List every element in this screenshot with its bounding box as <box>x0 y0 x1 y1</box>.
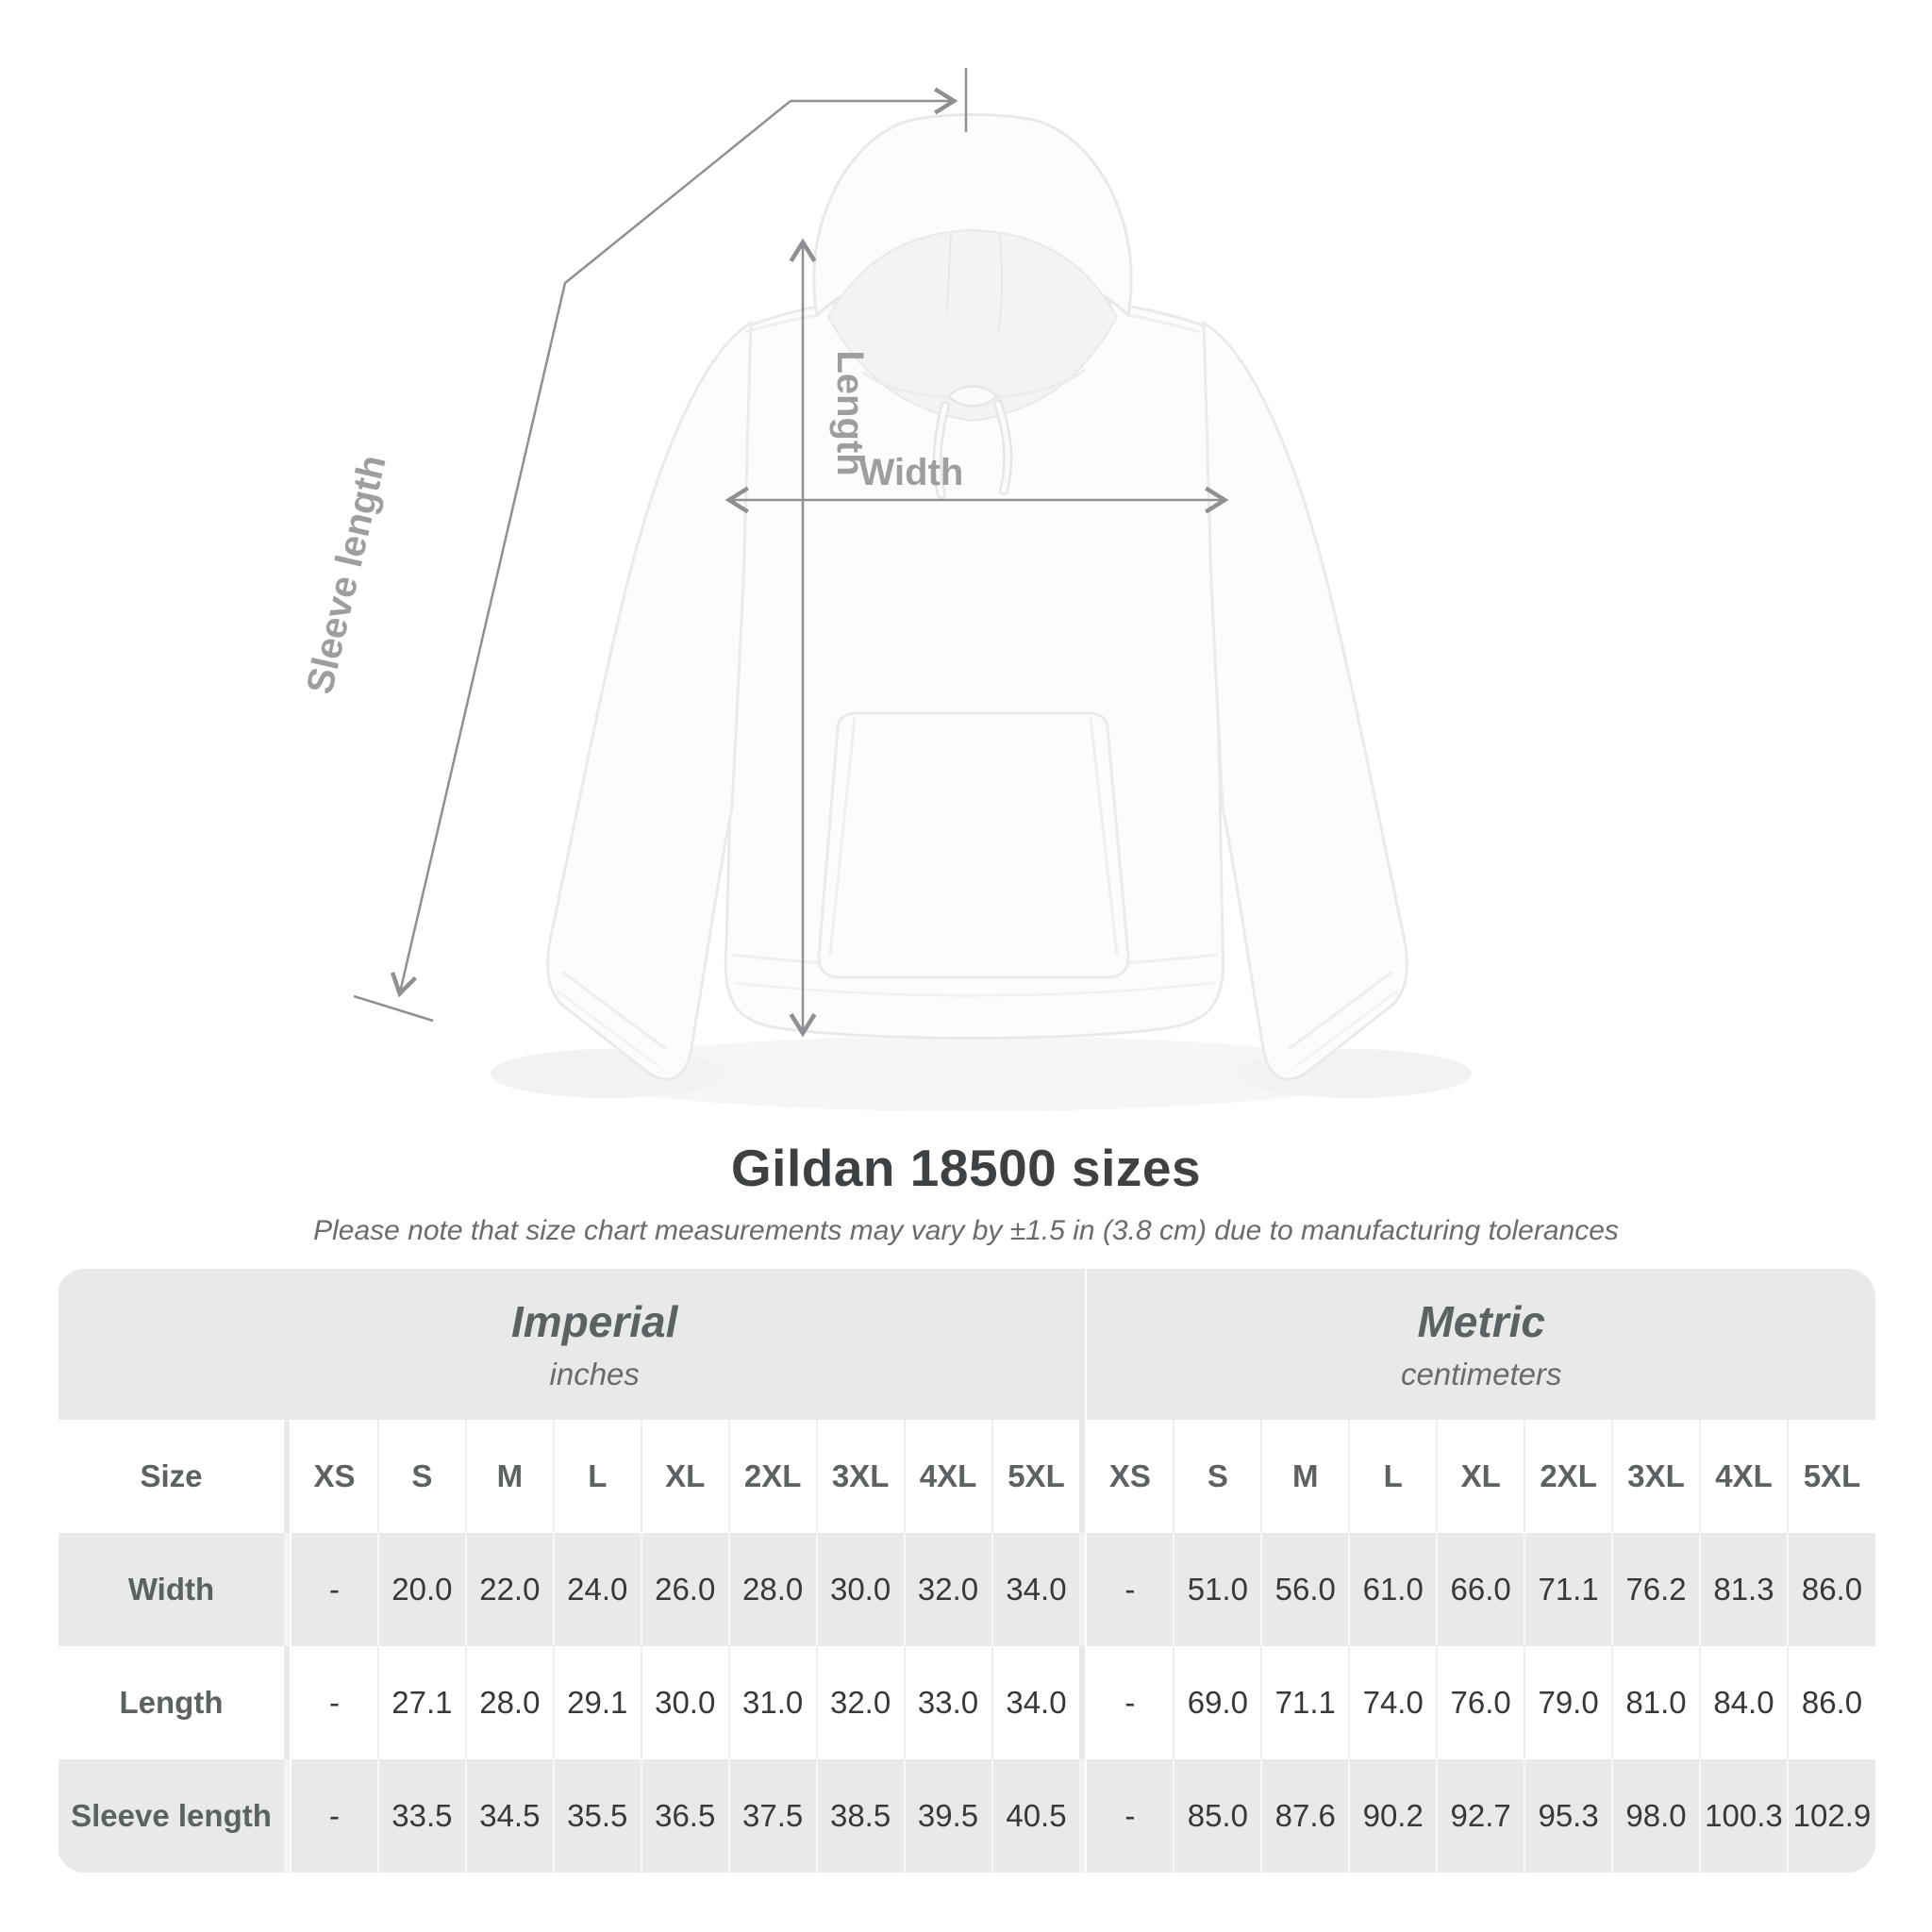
sleeve-length-label: Sleeve length <box>298 451 394 698</box>
value-cell: - <box>291 1533 378 1646</box>
metric-group-title: Metric <box>1417 1296 1545 1346</box>
value-cell: 71.1 <box>1261 1646 1349 1759</box>
value-cell: 34.0 <box>992 1646 1080 1759</box>
value-cell: 33.5 <box>378 1759 466 1873</box>
col-header: M <box>1261 1420 1349 1533</box>
value-cell: 51.0 <box>1174 1533 1261 1646</box>
value-cell: 40.5 <box>992 1759 1080 1873</box>
value-cell: - <box>291 1646 378 1759</box>
length-row <box>58 1646 1875 1759</box>
imperial-group-unit: inches <box>549 1356 640 1391</box>
col-header: 3XL <box>1612 1420 1700 1533</box>
group-divider <box>1079 1533 1086 1646</box>
value-cell: 81.0 <box>1612 1646 1700 1759</box>
group-divider <box>1079 1646 1086 1759</box>
value-cell: 56.0 <box>1261 1533 1349 1646</box>
value-cell: 22.0 <box>466 1533 554 1646</box>
value-cell: 92.7 <box>1437 1759 1524 1873</box>
value-cell: 29.1 <box>554 1646 641 1759</box>
unit-group-header-row <box>58 1269 1875 1420</box>
col-header: 5XL <box>1788 1420 1875 1533</box>
value-cell: 33.0 <box>905 1646 992 1759</box>
value-cell: 35.5 <box>554 1759 641 1873</box>
value-cell: 37.5 <box>729 1759 817 1873</box>
group-divider <box>1079 1269 1086 1420</box>
sleeve-end-tick <box>354 996 433 1021</box>
value-cell: 90.2 <box>1349 1759 1437 1873</box>
col-header: L <box>1349 1420 1437 1533</box>
sleeve-length-row <box>58 1759 1875 1873</box>
value-cell: 79.0 <box>1524 1646 1612 1759</box>
col-header: S <box>378 1420 466 1533</box>
value-cell: 100.3 <box>1700 1759 1788 1873</box>
group-divider <box>284 1533 291 1646</box>
col-header: XL <box>1437 1420 1524 1533</box>
value-cell: 95.3 <box>1524 1759 1612 1873</box>
value-cell: 30.0 <box>641 1646 729 1759</box>
col-header: M <box>466 1420 554 1533</box>
value-cell: 66.0 <box>1437 1533 1524 1646</box>
col-header: 4XL <box>1700 1420 1788 1533</box>
col-header: 5XL <box>992 1420 1080 1533</box>
heading-block <box>0 1138 1932 1247</box>
length-label: Length <box>829 350 871 476</box>
value-cell: 30.0 <box>817 1533 905 1646</box>
col-header: 4XL <box>905 1420 992 1533</box>
value-cell: 102.9 <box>1788 1759 1875 1873</box>
value-cell: 74.0 <box>1349 1646 1437 1759</box>
row-label: Width <box>58 1533 284 1646</box>
tolerance-note: Please note that size chart measurements may vary by ±1.5 in (3.8 cm) due to manufacturing tolerances <box>313 1215 1619 1246</box>
value-cell: 98.0 <box>1612 1759 1700 1873</box>
value-cell: 69.0 <box>1174 1646 1261 1759</box>
value-cell: 85.0 <box>1174 1759 1261 1873</box>
value-cell: - <box>1086 1646 1174 1759</box>
col-header: S <box>1174 1420 1261 1533</box>
value-cell: 34.5 <box>466 1759 554 1873</box>
value-cell: 76.2 <box>1612 1533 1700 1646</box>
value-cell: 32.0 <box>905 1533 992 1646</box>
size-table <box>57 1269 1875 1873</box>
value-cell: 71.1 <box>1524 1533 1612 1646</box>
value-cell: 86.0 <box>1788 1533 1875 1646</box>
metric-group-unit: centimeters <box>1400 1356 1562 1391</box>
value-cell: 24.0 <box>554 1533 641 1646</box>
col-header: XS <box>291 1420 378 1533</box>
value-cell: 28.0 <box>466 1646 554 1759</box>
value-cell: 36.5 <box>641 1759 729 1873</box>
value-cell: 86.0 <box>1788 1646 1875 1759</box>
value-cell: 31.0 <box>729 1646 817 1759</box>
value-cell: - <box>1086 1759 1174 1873</box>
row-label: Length <box>58 1646 284 1759</box>
value-cell: - <box>1086 1533 1174 1646</box>
value-cell: 34.0 <box>992 1533 1080 1646</box>
col-header: 3XL <box>817 1420 905 1533</box>
row-label: Sleeve length <box>58 1759 284 1873</box>
width-label: Width <box>858 452 964 493</box>
col-header: L <box>554 1420 641 1533</box>
col-header: 2XL <box>729 1420 817 1533</box>
value-cell: 61.0 <box>1349 1533 1437 1646</box>
value-cell: 39.5 <box>905 1759 992 1873</box>
group-divider <box>284 1646 291 1759</box>
size-table-container <box>57 1269 1875 1873</box>
size-column-label: Size <box>58 1420 284 1533</box>
value-cell: 28.0 <box>729 1533 817 1646</box>
value-cell: 76.0 <box>1437 1646 1524 1759</box>
value-cell: 20.0 <box>378 1533 466 1646</box>
imperial-group-title: Imperial <box>511 1296 678 1346</box>
value-cell: 87.6 <box>1261 1759 1349 1873</box>
size-header-row <box>58 1420 1875 1533</box>
value-cell: 32.0 <box>817 1646 905 1759</box>
value-cell: - <box>291 1759 378 1873</box>
hoodie-illustration <box>548 115 1407 1080</box>
col-header: XL <box>641 1420 729 1533</box>
value-cell: 26.0 <box>641 1533 729 1646</box>
value-cell: 27.1 <box>378 1646 466 1759</box>
group-divider <box>1079 1420 1086 1533</box>
value-cell: 81.3 <box>1700 1533 1788 1646</box>
group-divider <box>1079 1759 1086 1873</box>
value-cell: 84.0 <box>1700 1646 1788 1759</box>
value-cell: 38.5 <box>817 1759 905 1873</box>
page-title: Gildan 18500 sizes <box>730 1139 1202 1197</box>
metric-group-header <box>1086 1269 1875 1420</box>
col-header: XS <box>1086 1420 1174 1533</box>
imperial-group-header <box>58 1269 1079 1420</box>
group-divider <box>284 1420 291 1533</box>
width-row <box>58 1533 1875 1646</box>
col-header: 2XL <box>1524 1420 1612 1533</box>
group-divider <box>284 1759 291 1873</box>
